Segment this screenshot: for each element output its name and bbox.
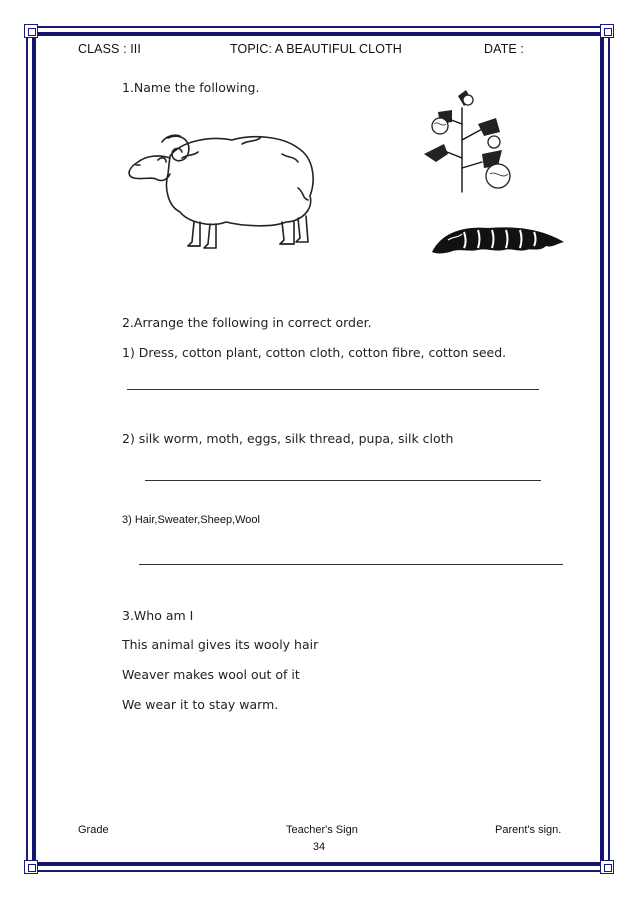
class-label: CLASS : III (78, 42, 141, 56)
question-2-item-2: 2) silk worm, moth, eggs, silk thread, pupa, silk cloth (122, 431, 454, 446)
sheep-image (122, 118, 322, 258)
topic-label: TOPIC: A BEAUTIFUL CLOTH (230, 42, 402, 56)
corner-ornament-bottom-left (24, 860, 38, 874)
corner-ornament-top-left (24, 24, 38, 38)
grade-label: Grade (78, 824, 109, 836)
question-1-title: 1.Name the following. (122, 80, 260, 95)
corner-ornament-bottom-right (600, 860, 614, 874)
silkworm-image (428, 218, 568, 260)
riddle-line-3: We wear it to stay warm. (122, 697, 279, 712)
question-3-title: 3.Who am I (122, 608, 194, 623)
riddle-line-1: This animal gives its wooly hair (122, 637, 319, 652)
answer-line-2-1[interactable] (127, 389, 539, 390)
riddle-line-2: Weaver makes wool out of it (122, 667, 300, 682)
teacher-sign-label: Teacher's Sign (286, 824, 358, 836)
answer-line-2-2[interactable] (145, 480, 541, 481)
corner-ornament-top-right (600, 24, 614, 38)
answer-line-2-3[interactable] (139, 564, 563, 565)
question-2-item-1: 1) Dress, cotton plant, cotton cloth, cotton fibre, cotton seed. (122, 345, 507, 360)
cotton-plant-image (418, 88, 522, 194)
date-label: DATE : (484, 42, 524, 56)
question-2-item-3: 3) Hair,Sweater,Sheep,Wool (122, 514, 260, 526)
question-2-title: 2.Arrange the following in correct order. (122, 315, 372, 330)
page-number: 34 (312, 841, 326, 853)
parent-sign-label: Parent's sign. (495, 824, 562, 836)
